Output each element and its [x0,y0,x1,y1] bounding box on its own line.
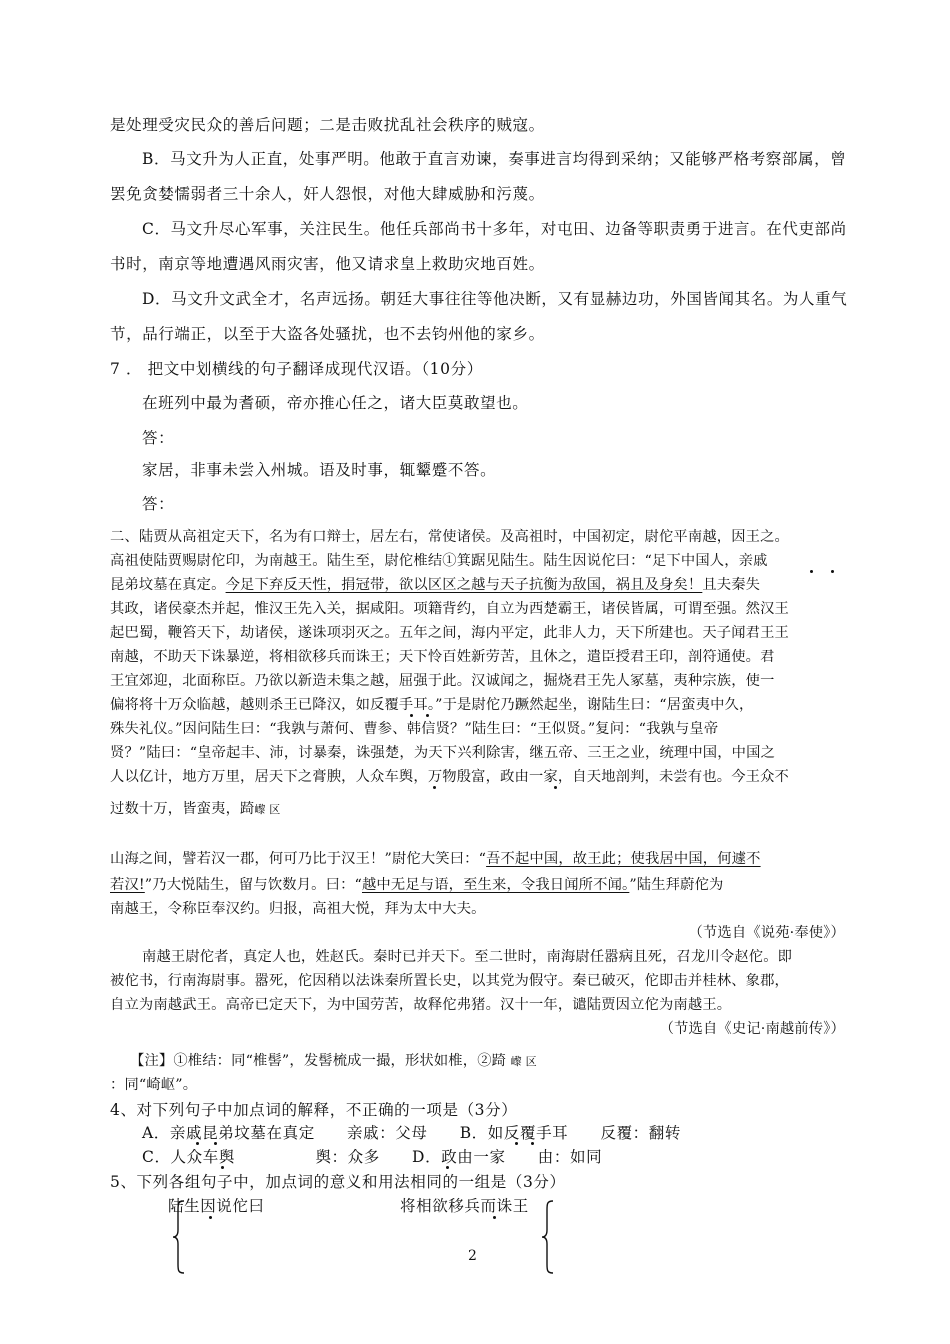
emphasis-dot [410,714,413,717]
passage-line-1: 二、陆贾从高祖定天下，名为有口辩士，居左右，常使诸侯。及高祖时，中国初定，尉佗平南越，因王之。 [110,529,789,545]
emphasis-dot [214,1142,217,1145]
underlined-sentence-2: 吾不起中国，故王此；使我居中国，何遽不 [486,851,761,867]
passage-line-15: 南越王，令称臣奉汉约。归报，高祖大悦，拜为太中大夫。 [110,901,486,917]
translation-sentence-1: 在班列中最为耆硕，帝亦推心任之，诸大臣莫敢望也。 [142,394,529,412]
passage-2-line-1: 南越王尉佗者，真定人也，姓赵氏。秦时已并天下。至二世时，南海尉任嚣病且死，召龙川令赵佗。即 [142,949,793,965]
translation-sentence-2: 家居，非事未尝入州城。语及时事，辄颦蹙不答。 [142,461,497,479]
passage-2-line-3: 自立为南越武王。高帝已定天下，为中国劳苦，故释佗弗猪。汉十一年，谴陆贾因立佗为南越王。 [110,997,732,1013]
question-5: 5、下列各组句子中，加点词的意义和用法相同的一组是（3分） [110,1173,566,1191]
question-4: 4、对下列句子中加点词的解释，不正确的一项是（3分） [110,1101,518,1119]
passage-line-5: 起巴蜀，鞭笞天下，劫诸侯，遂诛项羽灭之。五年之间，海内平定，此非人力，天下所建也。天子闻君王王 [110,625,789,641]
passage-line-13: 山海之间，譬若汉一郡，何可乃比于汉王！”尉佗大笑曰：“吾不起中国，故王此；使我居中国，何遽不 [110,851,761,867]
emphasis-dot [209,1216,212,1219]
page-number: 2 [468,1248,477,1264]
left-brace-icon [541,1200,555,1274]
passage-line-8: 偏将将十万众临越，越则杀王已降汉，如反覆手耳。”于是尉佗乃蹶然起坐，谢陆生曰：“居蛮夷中久， [110,697,754,713]
passage-line-4: 其政，诸侯豪杰并起，惟汉王先入关，据咸阳。项籍背约，自立为西楚霸王，诸侯皆属，可谓至强。然汉王 [110,601,789,617]
passage-2-line-2: 被佗书，行南海尉事。嚣死，佗因稍以法诛秦所置长史，以其党为假守。秦已破灭，佗即击并桂林、象郡， [110,973,789,989]
question-5-group-b: 将相欲移兵而诛王 [400,1197,529,1215]
annotation-note-1: 【注】①椎结：同“椎髻”，发髻梳成一撮，形状如椎，②踦 㠟 区 [130,1053,537,1069]
left-brace-icon [172,1200,186,1274]
emphasis-dot [554,786,557,789]
passage-line-12: 过数十万，皆蛮夷，踦㠟 区 [110,801,281,817]
emphasis-dot [810,570,813,573]
answer-label-1: 答： [142,429,175,447]
passage-line-14: 若汉!”乃大悦陆生，留与饮数月。曰：“越中无足与语，至生来，令我日闻所不闻。”陆生拜蔚佗为 [110,877,724,893]
annotation-note-2: ：同“崎岖”。 [110,1077,198,1093]
question-5-group-a: 陆生因说佗曰 [168,1197,265,1215]
emphasis-dot [515,1142,518,1145]
emphasis-dot [221,1166,224,1169]
question-4-options-ab: A．亲戚昆弟坟墓在真定 亲戚：父母 B．如反覆手耳 反覆：翻转 [142,1124,681,1142]
option-a-continuation: 是处理受灾民众的善后问题；二是击败扰乱社会秩序的贼寇。 [110,116,545,134]
emphasis-dot [426,714,429,717]
underlined-sentence-1: 今足下弃反天性，捐冠带，欲以区区之越与天子抗衡为敌国，祸且及身矣！ [225,577,703,593]
passage-line-7: 王宜郊迎，北面称臣。乃欲以新造未集之越，屈强于此。汉诚闻之，掘烧君王先人冢墓，夷种宗族，使一 [110,673,775,689]
emphasis-dot [493,1216,496,1219]
option-b-line-1: B．马文升为人正直，处事严明。他敢于直言劝谏，奏事进言均得到采纳；又能够严格考察部属，曾 [142,150,847,168]
passage-line-10: 贤？”陆曰：“皇帝起丰、沛，讨暴秦，诛强楚，为天下兴利除害，继五帝、三王之业，统理中国，中国之 [110,745,776,761]
emphasis-dot [446,1166,449,1169]
source-citation-1: （节选自《说苑·奉使》） [688,925,845,941]
option-c-line-2: 书时，南京等地遭遇风雨灾害，他又请求皇上救助灾地百姓。 [110,255,545,273]
passage-line-11: 人以亿计，地方万里，居天下之膏腴，人众车舆，万物殷富，政由一家，自天地剖判，未尝有也。今王众不 [110,769,789,785]
emphasis-dot [196,1142,199,1145]
question-4-options-cd: C．人众车舆 舆：众多 D．政由一家 由：如同 [142,1148,603,1166]
question-7: 7 ． 把文中划横线的句子翻译成现代汉语。（10分） [110,360,483,378]
passage-line-6: 南越，不助天下诛暴逆，将相欲移兵而诛王；天下怜百姓新劳苦，且休之，遣臣授君王印，剖符通使。君 [110,649,775,665]
passage-line-3: 昆弟坟墓在真定。今足下弃反天性，捐冠带，欲以区区之越与天子抗衡为敌国，祸且及身矣！且夫秦失 [110,577,761,593]
emphasis-dot [531,1142,534,1145]
option-c-line-1: C．马文升尽心军事，关注民生。他任兵部尚书十多年，对屯田、边备等职责勇于进言。在代吏部尚 [142,220,847,238]
passage-line-9: 殊失礼仪。”因问陆生曰：“我孰与萧何、曹参、韩信贤？”陆生曰：“王似贤。”复问：“我孰与皇帝 [110,721,719,737]
answer-label-2: 答： [142,495,175,513]
emphasis-dot [433,786,436,789]
option-d-line-2: 节，品行端正，以至于大盗各处骚扰，也不去钧州他的家乡。 [110,325,545,343]
underlined-sentence-3: 越中无足与语，至生来，令我日闻所不闻。 [361,877,630,893]
option-d-line-1: D．马文升文武全才，名声远扬。朝廷大事往往等他决断，又有显赫边功，外国皆闻其名。为人重气 [142,290,848,308]
emphasis-dot [831,570,834,573]
option-b-line-2: 罢免贪婪懦弱者三十余人，奸人怨恨，对他大肆威胁和污蔑。 [110,185,545,203]
source-citation-2: （节选自《史记·南越前传》） [659,1021,845,1037]
passage-line-2: 高祖使陆贾赐尉佗印，为南越王。陆生至，尉佗椎结①箕踞见陆生。陆生因说佗曰：“足下中国人，亲戚 [110,553,768,569]
